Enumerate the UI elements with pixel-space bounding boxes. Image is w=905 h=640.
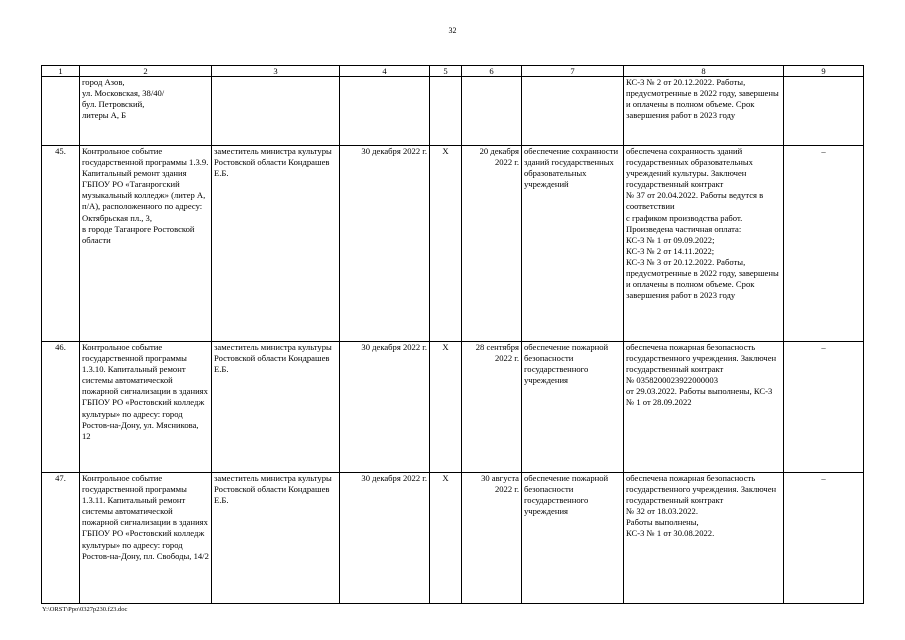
- cell-fact-date: 30 августа 2022 г.: [462, 473, 522, 604]
- column-header: 9: [784, 66, 864, 77]
- column-header: 4: [340, 66, 430, 77]
- cell-num: 45.: [42, 146, 80, 342]
- footer-file-path: Y:\ORST\Ppo\0327p230.f23.doc: [42, 606, 128, 613]
- cell-event: Контрольное событие государственной программы 1.3.9. Капитальный ремонт здания ГБПОУ РО «Таганрогский музыкальный колледж» (литер А, п/А), расположенного по адресу: Октябрьская пл., 3, в городе Таганроге Ростовской области: [80, 146, 212, 342]
- cell-fact-date: 28 сентября 2022 г.: [462, 342, 522, 473]
- cell-num: [42, 77, 80, 146]
- cell-result-plan: обеспечение сохранности зданий государственных образовательных учреждений: [522, 146, 624, 342]
- column-header: 2: [80, 66, 212, 77]
- table-row: [42, 146, 864, 342]
- column-header: 7: [522, 66, 624, 77]
- cell-result-plan: обеспечение пожарной безопасности государственного учреждения: [522, 342, 624, 473]
- column-header: 5: [430, 66, 462, 77]
- cell-plan-date: [340, 77, 430, 146]
- cell-result-fact: КС-3 № 2 от 20.12.2022. Работы, предусмотренные в 2022 году, завершены и оплачены в полном объеме. Срок завершения работ в 2023 году: [624, 77, 784, 146]
- cell-plan-date: 30 декабря 2022 г.: [340, 146, 430, 342]
- cell-col9: –: [784, 342, 864, 473]
- cell-col5: Х: [430, 146, 462, 342]
- cell-event: Контрольное событие государственной программы 1.3.11. Капитальный ремонт системы автоматической пожарной сигнализации в зданиях ГБПОУ РО «Ростовский колледж культуры» по адресу: город Ростов-на-Дону, пл. Свободы, 14/2: [80, 473, 212, 604]
- cell-num: 47.: [42, 473, 80, 604]
- page-number: 32: [448, 26, 457, 35]
- table-row: [42, 473, 864, 604]
- column-header: 8: [624, 66, 784, 77]
- cell-result-fact: обеспечена пожарная безопасность государственного учреждения. Заключен государственный контракт № 32 от 18.03.2022. Работы выполнены, КС-3 № 1 от 30.08.2022.: [624, 473, 784, 604]
- column-number-row: [42, 66, 864, 77]
- cell-col5: Х: [430, 473, 462, 604]
- cell-result-fact: обеспечена сохранность зданий государственных образовательных учреждений культуры. Заключен государственный контракт № 37 от 20.04.2022. Работы ведутся в соответствии с графиком производства работ. Произведена частичная оплата: КС-3 № 1 от 09.09.2022; КС-3 № 2 от 14.11.2022; КС-3 № 3 от 20.12.2022. Работы, предусмотренные в 2022 году, завершены и оплачены в полном объеме. Срок завершения работ в 2023 году: [624, 146, 784, 342]
- cell-col9: [784, 77, 864, 146]
- cell-col5: [430, 77, 462, 146]
- cell-col9: –: [784, 146, 864, 342]
- column-header: 1: [42, 66, 80, 77]
- cell-result-plan: [522, 77, 624, 146]
- cell-col5: Х: [430, 342, 462, 473]
- cell-responsible: заместитель министра культуры Ростовской области Кондрашев Е.Б.: [212, 342, 340, 473]
- events-table: [41, 65, 864, 604]
- cell-result-plan: обеспечение пожарной безопасности государственного учреждения: [522, 473, 624, 604]
- cell-fact-date: 20 декабря 2022 г.: [462, 146, 522, 342]
- cell-responsible: [212, 77, 340, 146]
- cell-event: город Азов, ул. Московская, 38/40/ бул. Петровский, литеры А, Б: [80, 77, 212, 146]
- table-row-continuation: [42, 77, 864, 146]
- table-row: [42, 342, 864, 473]
- cell-fact-date: [462, 77, 522, 146]
- cell-responsible: заместитель министра культуры Ростовской области Кондрашев Е.Б.: [212, 473, 340, 604]
- cell-plan-date: 30 декабря 2022 г.: [340, 473, 430, 604]
- cell-result-fact: обеспечена пожарная безопасность государственного учреждения. Заключен государственный контракт № 0358200023922000003 от 29.03.2022. Работы выполнены, КС-3 № 1 от 28.09.2022: [624, 342, 784, 473]
- column-header: 3: [212, 66, 340, 77]
- cell-col9: –: [784, 473, 864, 604]
- cell-num: 46.: [42, 342, 80, 473]
- column-header: 6: [462, 66, 522, 77]
- cell-responsible: заместитель министра культуры Ростовской области Кондрашев Е.Б.: [212, 146, 340, 342]
- cell-plan-date: 30 декабря 2022 г.: [340, 342, 430, 473]
- cell-event: Контрольное событие государственной программы 1.3.10. Капитальный ремонт системы автоматической пожарной сигнализации в зданиях ГБПОУ РО «Ростовский колледж культуры» по адресу: город Ростов-на-Дону, ул. Мясникова, 12: [80, 342, 212, 473]
